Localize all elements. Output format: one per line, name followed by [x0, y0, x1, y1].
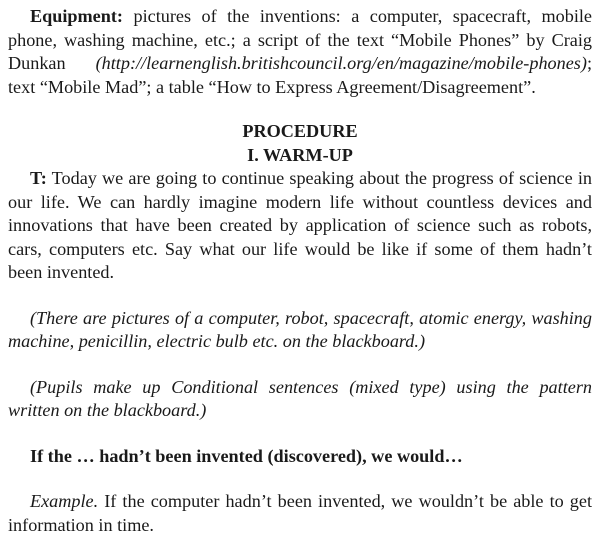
example-paragraph — [8, 490, 592, 537]
teacher-text: Today we are going to continue speaking about the progress of science in our life. We can hardly imagine modern life without countless devices and innovations that have been created by application of science such as robots, cars, computers etc. Say what our life would be like if some of them hadn’t been invented. — [8, 168, 592, 282]
teacher-paragraph — [8, 167, 592, 285]
equipment-paragraph — [8, 5, 592, 99]
spacer — [8, 423, 592, 445]
warmup-heading: I. WARM-UP — [247, 144, 353, 165]
spacer — [8, 354, 592, 376]
equipment-text-end: ; text “Mobile Mad”; a table “How to Express Agreement/Disagreement”. — [8, 53, 592, 97]
equipment-url: (http://learnenglish.britishcouncil.org/en/magazine/mobile-phones) — [95, 53, 587, 73]
pattern-sentence: If the … hadn’t been invented (discovered), we would… — [30, 445, 463, 466]
spacer — [8, 99, 592, 120]
note-pictures: (There are pictures of a computer, robot, spacecraft, atomic energy, washing machine, penicillin, electric bulb etc. on the blackboard.) — [8, 307, 592, 351]
teacher-label: T: — [30, 168, 47, 188]
equipment-text: pictures of the inventions: a computer, spacecraft, mobile phone, washing machine, etc.; a script of the text “Mobile Phones” by Craig Dunkan — [8, 6, 592, 73]
spacer — [8, 285, 592, 307]
example-label: Example. — [30, 491, 99, 511]
equipment-label: Equipment: — [30, 6, 123, 26]
procedure-heading: PROCEDURE — [242, 121, 358, 141]
example-text: If the computer hadn’t been invented, we wouldn’t be able to get information in time. — [8, 491, 592, 535]
spacer — [8, 468, 592, 490]
note-pupils: (Pupils make up Conditional sentences (mixed type) using the pattern written on the blackboard.) — [8, 376, 592, 420]
